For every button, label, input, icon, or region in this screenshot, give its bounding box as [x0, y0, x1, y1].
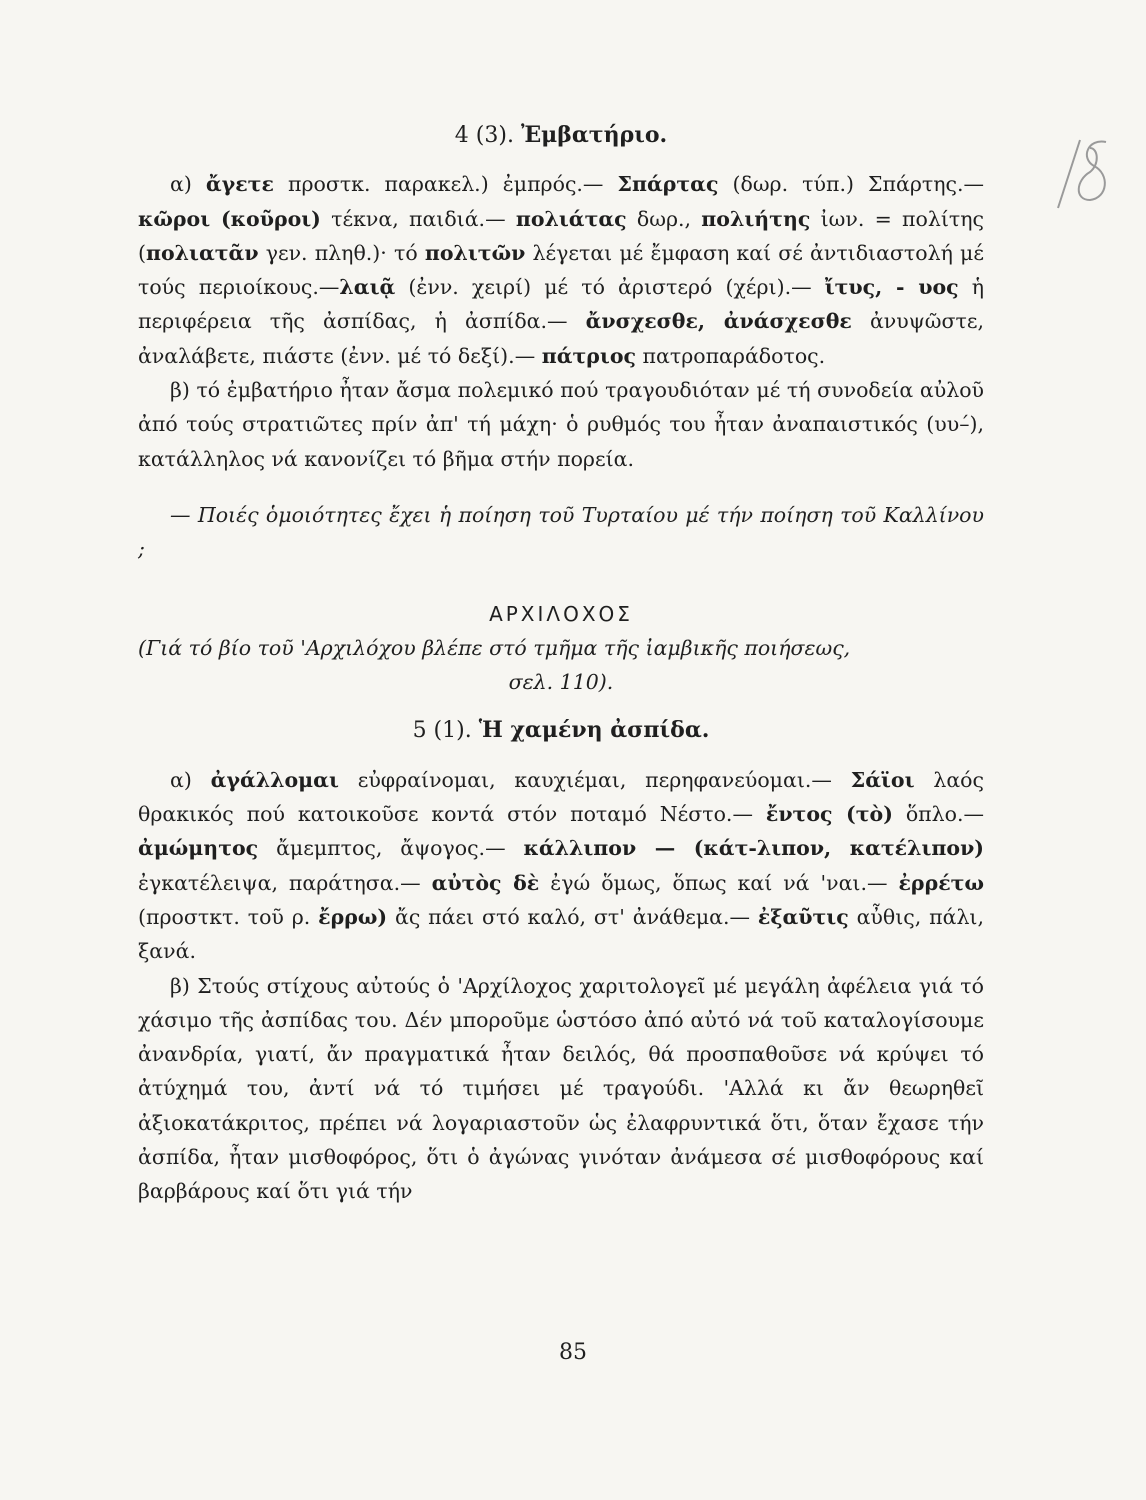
section4-a-run: (ἐνν. χειρί) μέ τό ἀριστερό (χέρι).—	[395, 275, 825, 300]
section4-a-run: ἄγετε	[205, 172, 274, 197]
section5-a-run: ἄς πάει στό καλό, στ' ἀνάθεμα.—	[387, 904, 758, 929]
section4-a-run: πολιατᾶν	[146, 240, 259, 265]
section4-b-run: β) τό ἐμβατήριο ἦταν ἄσμα πολεμικό πού τραγουδιόταν μέ τή συνοδεία αὐλοῦ ἀπό τούς στρατιῶτες πρίν ἀπ' τή μάχη· ὁ ρυθμός του ἦταν ἀναπαιστικός (υυ–́), κατάλληλος νά κανονίζει τό βῆμα στήν πορεία.	[138, 378, 984, 471]
section4-a-run: κῶροι (κοῦροι)	[138, 206, 321, 231]
section5-a-run: αὖθις, πάλι, ξανά.	[138, 904, 984, 964]
section4-a-run: γεν. πληθ.)· τό	[258, 240, 425, 265]
section5-a-run: Σάϊοι	[850, 767, 915, 792]
section4-a-run: τέκνα, παιδιά.—	[320, 206, 516, 231]
section-5-title: Ἡ χαμένη ἀσπίδα.	[478, 717, 710, 744]
section-4-glossary	[138, 167, 984, 373]
section4-a-run: Σπάρτας	[617, 172, 719, 197]
section5-a-run: ὅπλο.—	[892, 802, 985, 827]
section-5-number: 5 (1).	[412, 718, 472, 744]
section4-a-run: (δωρ. τύπ.) Σπάρτης.—	[718, 172, 984, 197]
section4-a-run: πολιάτας	[515, 206, 627, 231]
section4-a-run: α)	[170, 172, 206, 197]
section5-a-run: ἔντος (τὸ)	[765, 802, 893, 827]
section5-a-run: ἐρρέτω	[898, 870, 984, 895]
section4-a-run: λέγεται μέ ἔμφαση καί σέ ἀντιδιαστολή μέ τούς περιοίκους.—	[138, 240, 984, 300]
section-4-heading	[138, 118, 984, 153]
section4-a-run: ἀνυψῶστε, ἀναλάβετε, πιάστε (ἐνν. μέ τό δεξί).—	[138, 309, 984, 368]
page-number: 85	[559, 1340, 587, 1365]
section5-a-run: ἄμεμπτος, ἄψογος.—	[258, 836, 524, 861]
section4-a-run: δωρ.,	[626, 206, 702, 231]
page-content	[138, 118, 984, 1209]
section-4-number: 4 (3).	[454, 123, 514, 148]
section4-a-run: πατροπαράδοτος.	[636, 343, 826, 368]
author-note	[138, 631, 984, 700]
author-note-end: σελ. 110).	[508, 670, 614, 695]
section5-a-run: εὐφραίνομαι, καυχιέμαι, περηφανεύομαι.—	[338, 767, 851, 792]
section4-a-run: λαιᾷ	[339, 275, 396, 300]
section5-a-run: λαός θρακικός πού κατοικοῦσε κοντά στόν ποταμό Νέστο.—	[138, 767, 984, 827]
section5-a-run: ἐγκατέλειψα, παράτησα.—	[138, 870, 432, 895]
section-4-commentary	[138, 373, 984, 476]
author-heading: ΑΡΧΙΛΟΧΟΣ	[489, 601, 633, 626]
section-5-commentary: β) Στούς στίχους αὐτούς ὁ 'Αρχίλοχος χαριτολογεῖ μέ μεγάλη ἀφέλεια γιά τό χάσιμο τῆς ἀσπίδας του. Δέν μποροῦμε ὡστόσο ἀπό αὐτό νά τοῦ καταλογίσουμε ἀνανδρία, γιατί, ἄν πραγματικά ἦταν δειλός, θά προσπαθοῦσε νά κρύψει τό ἀτύχημά του, ἀντί νά τό τιμήσει μέ τραγούδι. 'Αλλά κι ἄν θεωρηθεῖ ἀξιοκατάκριτος, πρέπει νά λογαριαστοῦν ὡς ἐλαφρυντικά ὅτι, ὅταν ἔχασε τήν ἀσπίδα, ἦταν μισθοφόρος, ὅτι ὁ ἀγώνας γινόταν ἀνάμεσα σέ μισθοφόρους καί βαρβάρους καί ὅτι γιά τήν	[138, 973, 984, 1204]
section4-a-run: πάτριος	[541, 343, 637, 368]
section5-a-run: ἔρρω)	[318, 904, 388, 929]
section4-a-run: ἡ περιφέρεια τῆς ἀσπίδας, ἡ ἀσπίδα.—	[138, 275, 984, 334]
section4-a-run: πολιήτης	[701, 206, 811, 231]
section4-a-run: ἄνσχεσθε, ἀνάσχεσθε	[585, 309, 852, 334]
section-4-title: Ἐμβατήριο.	[520, 122, 668, 148]
section4-a-run: πολιτῶν	[424, 240, 526, 265]
question: — Ποιές ὁμοιότητες ἔχει ἡ ποίηση τοῦ Τυρταίου μέ τήν ποίηση τοῦ Καλλίνου ;	[138, 502, 984, 562]
section5-a-run: ἀγάλλομαι	[210, 767, 339, 792]
section5-a-run: α)	[170, 767, 211, 792]
section5-a-run: ἐξαῦτις	[757, 904, 849, 929]
section5-a-run: ἀμώμητος	[138, 836, 259, 861]
section4-a-run: ἴτυς, - υος	[824, 275, 959, 300]
section4-a-run: ἰων. = πολίτης (	[138, 206, 984, 265]
handwritten-page-mark	[1028, 128, 1118, 218]
section5-a-run: ἐγώ ὅμως, ὅπως καί νά 'ναι.—	[539, 870, 899, 895]
section-5-heading	[138, 713, 984, 748]
author-note-main: (Γιά τό βίο τοῦ 'Αρχιλόχου βλέπε στό τμῆμα τῆς ἰαμβικῆς ποιήσεως,	[138, 635, 851, 660]
section5-a-run: αὐτὸς δὲ	[431, 870, 540, 895]
section-5-glossary	[138, 763, 984, 969]
section5-a-run: κάλλιπον — (κάτ-λιπον, κατέλιπον)	[523, 836, 985, 861]
section4-a-run: προστκ. παρακελ.) ἐμπρός.—	[273, 172, 618, 197]
section5-a-run: (προστκτ. τοῦ ρ.	[138, 904, 319, 929]
